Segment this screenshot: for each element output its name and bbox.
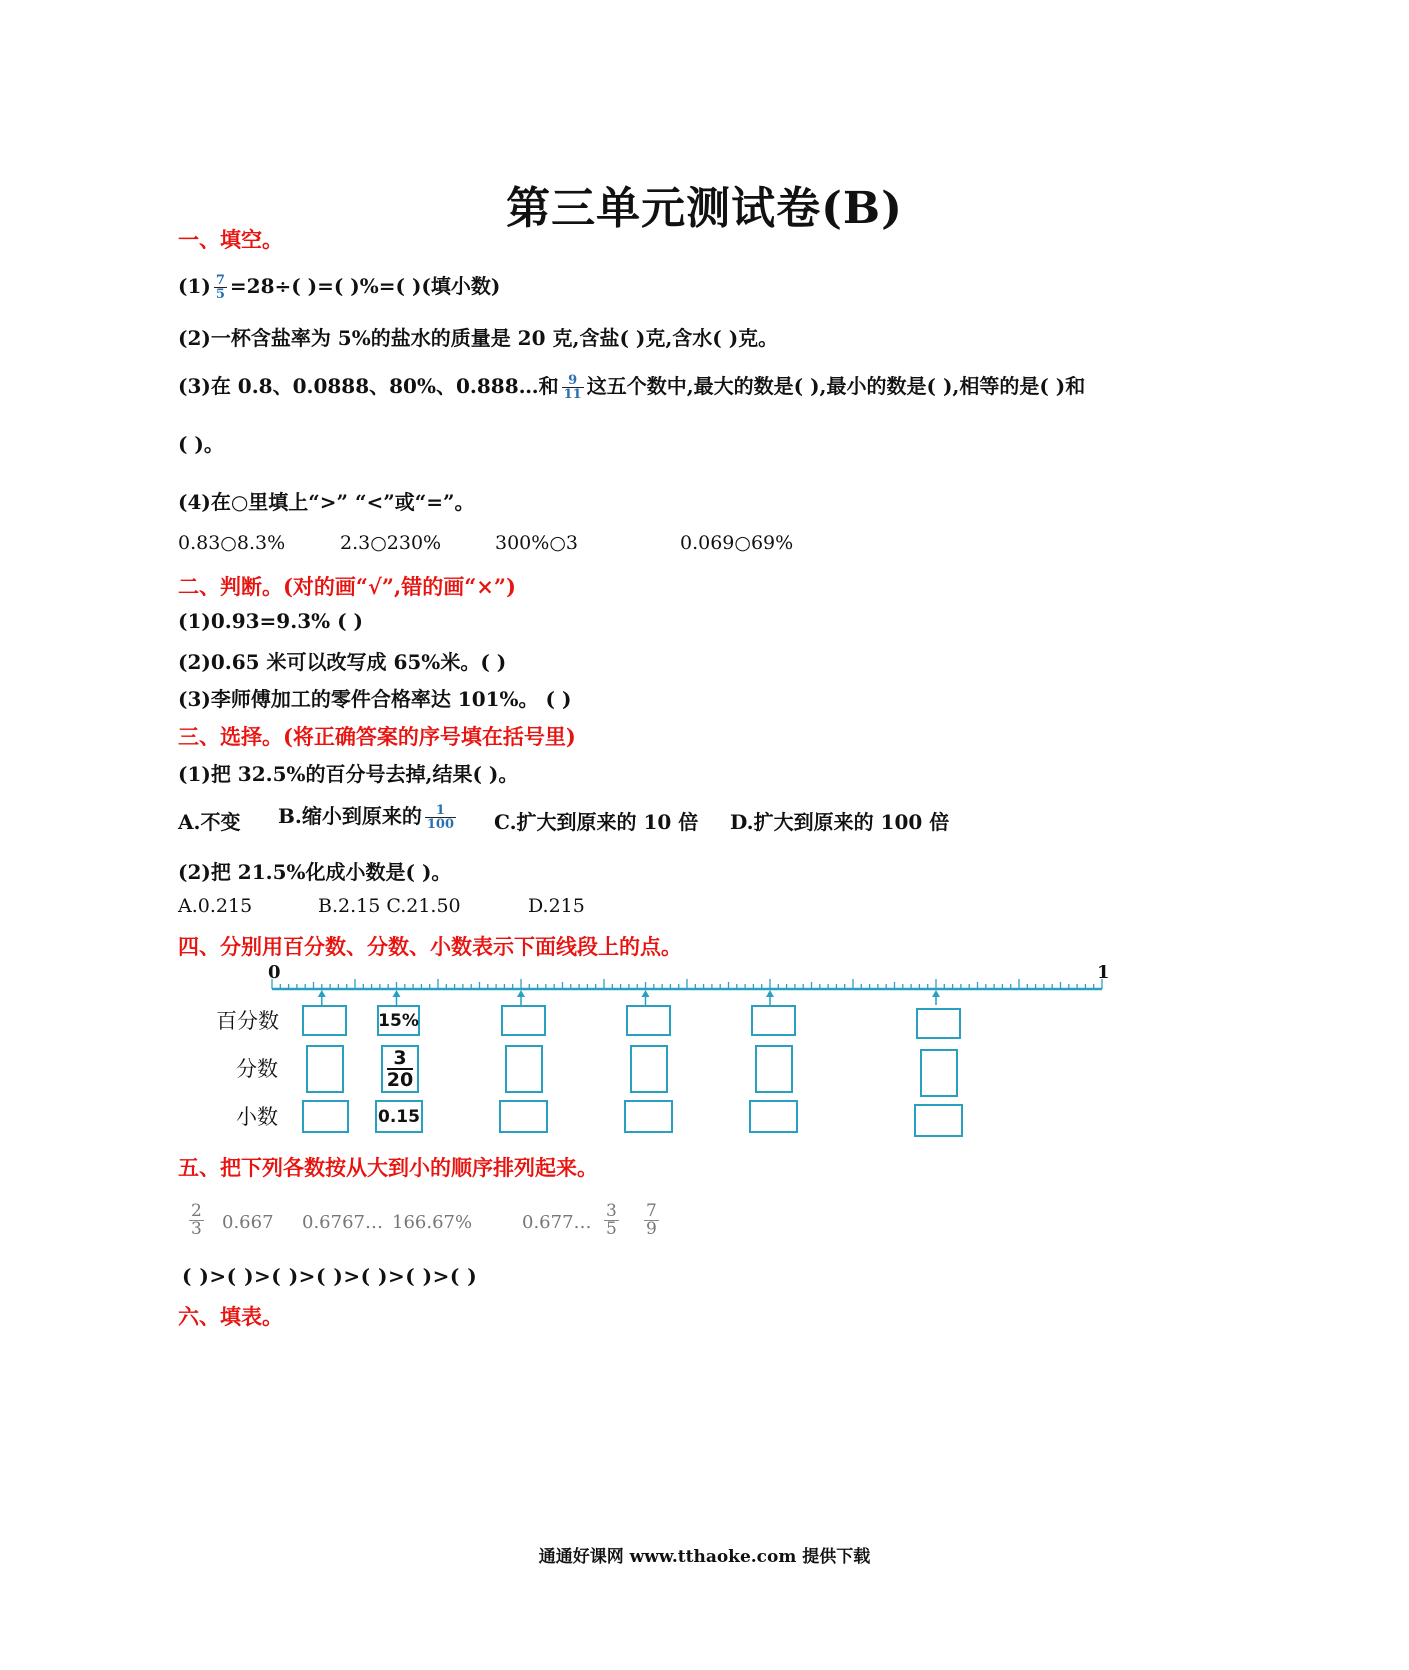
- section-2-heading: 二、判断。(对的画“√”,错的画“×”): [178, 574, 516, 599]
- compare-item-2: 2.3○230%: [340, 532, 442, 554]
- number-166-67-percent: 166.67%: [392, 1212, 473, 1233]
- answer-box-fraction[interactable]: [630, 1045, 668, 1093]
- answer-box-fraction[interactable]: [505, 1045, 543, 1093]
- answer-box-decimal[interactable]: [914, 1104, 963, 1137]
- choice-1-option-d: D.扩大到原来的 100 倍: [730, 810, 950, 834]
- example-fraction-box: 3 20: [381, 1045, 419, 1093]
- answer-box-percent[interactable]: [501, 1005, 546, 1036]
- number-7-9: $\frac{7}{9}$: [646, 1201, 657, 1239]
- section-1-heading: 一、填空。: [178, 227, 283, 252]
- compare-item-1: 0.83○8.3%: [178, 532, 286, 554]
- answer-box-fraction[interactable]: [920, 1049, 958, 1097]
- answer-box-decimal[interactable]: [499, 1100, 548, 1133]
- choice-2-option-bc: B.2.15 C.21.50: [318, 895, 461, 917]
- answer-box-fraction[interactable]: [306, 1045, 344, 1093]
- answer-box-percent[interactable]: [302, 1005, 347, 1036]
- row-label-fraction: 分数: [236, 1057, 278, 1081]
- choice-1-option-a: A.不变: [178, 810, 241, 834]
- question-1-3: (3)在 0.8、0.0888、80%、0.888…和 $\frac{9}{11}$ 这五个数中,最大的数是( ),最小的数是( ),相等的是( )和: [178, 373, 1086, 402]
- answer-box-decimal[interactable]: [749, 1100, 798, 1133]
- choice-question-1: (1)把 32.5%的百分号去掉,结果( )。: [178, 762, 519, 786]
- judge-item-3: (3)李师傅加工的零件合格率达 101%。 ( ): [178, 687, 572, 711]
- point-arrow: [642, 990, 650, 1005]
- answer-box-fraction[interactable]: [755, 1045, 793, 1093]
- footer-credit: 通通好课网 www.tthaoke.com 提供下载: [538, 1547, 871, 1567]
- choice-1-option-b: B.缩小到原来的 $\frac{1}{100}$: [278, 803, 455, 832]
- point-arrow: [393, 990, 401, 1005]
- point-arrow: [932, 990, 940, 1005]
- question-1-2: (2)一杯含盐率为 5%的盐水的质量是 20 克,含盐( )克,含水( )克。: [178, 326, 779, 350]
- number-0-677: 0.677…: [522, 1212, 592, 1233]
- number-0-6767: 0.6767…: [302, 1212, 383, 1233]
- number-line-end-label: 1: [1097, 962, 1110, 983]
- row-label-decimal: 小数: [236, 1105, 278, 1129]
- example-percent-box: 15%: [377, 1005, 420, 1036]
- question-1-1: (1) $\frac{7}{5}$ =28÷( )=( )%=( )(填小数): [178, 273, 501, 302]
- number-line-start-label: 0: [268, 962, 281, 983]
- section-5-heading: 五、把下列各数按从大到小的顺序排列起来。: [178, 1155, 598, 1180]
- answer-box-percent[interactable]: [916, 1008, 961, 1039]
- number-0-667: 0.667: [222, 1212, 274, 1233]
- judge-item-1: (1)0.93=9.3% ( ): [178, 609, 363, 633]
- section-4-heading: 四、分别用百分数、分数、小数表示下面线段上的点。: [178, 934, 682, 959]
- answer-box-decimal[interactable]: [302, 1100, 349, 1133]
- choice-2-option-d: D.215: [528, 895, 585, 917]
- page-title: 第三单元测试卷(B): [506, 183, 903, 234]
- answer-box-decimal[interactable]: [624, 1100, 673, 1133]
- point-arrow: [517, 990, 525, 1005]
- section-3-heading: 三、选择。(将正确答案的序号填在括号里): [178, 724, 576, 749]
- compare-item-3: 300%○3: [495, 532, 578, 554]
- point-arrow: [766, 990, 774, 1005]
- row-label-percent: 百分数: [216, 1009, 279, 1033]
- fraction-9-11: $\frac{9}{11}$: [563, 373, 582, 402]
- compare-item-4: 0.069○69%: [680, 532, 794, 554]
- number-2-3: $\frac{2}{3}$: [191, 1201, 202, 1239]
- choice-2-option-a: A.0.215: [178, 895, 253, 917]
- section-6-heading: 六、填表。: [178, 1304, 283, 1329]
- question-1-3-continued: ( )。: [178, 432, 224, 456]
- point-arrow: [318, 990, 326, 1005]
- answer-box-percent[interactable]: [626, 1005, 671, 1036]
- question-1-4: (4)在○里填上“>” “<”或“=”。: [178, 490, 475, 514]
- fraction-7-5: $\frac{7}{5}$: [215, 273, 225, 302]
- number-3-5: $\frac{3}{5}$: [606, 1201, 617, 1239]
- judge-item-2: (2)0.65 米可以改写成 65%米。( ): [178, 650, 507, 674]
- fraction-1-100: $\frac{1}{100}$: [426, 803, 455, 832]
- choice-question-2: (2)把 21.5%化成小数是( )。: [178, 860, 452, 884]
- example-decimal-box: 0.15: [375, 1100, 423, 1133]
- answer-box-percent[interactable]: [751, 1005, 796, 1036]
- choice-1-option-c: C.扩大到原来的 10 倍: [494, 810, 699, 834]
- order-answer-line: ( )>( )>( )>( )>( )>( )>( ): [182, 1264, 478, 1288]
